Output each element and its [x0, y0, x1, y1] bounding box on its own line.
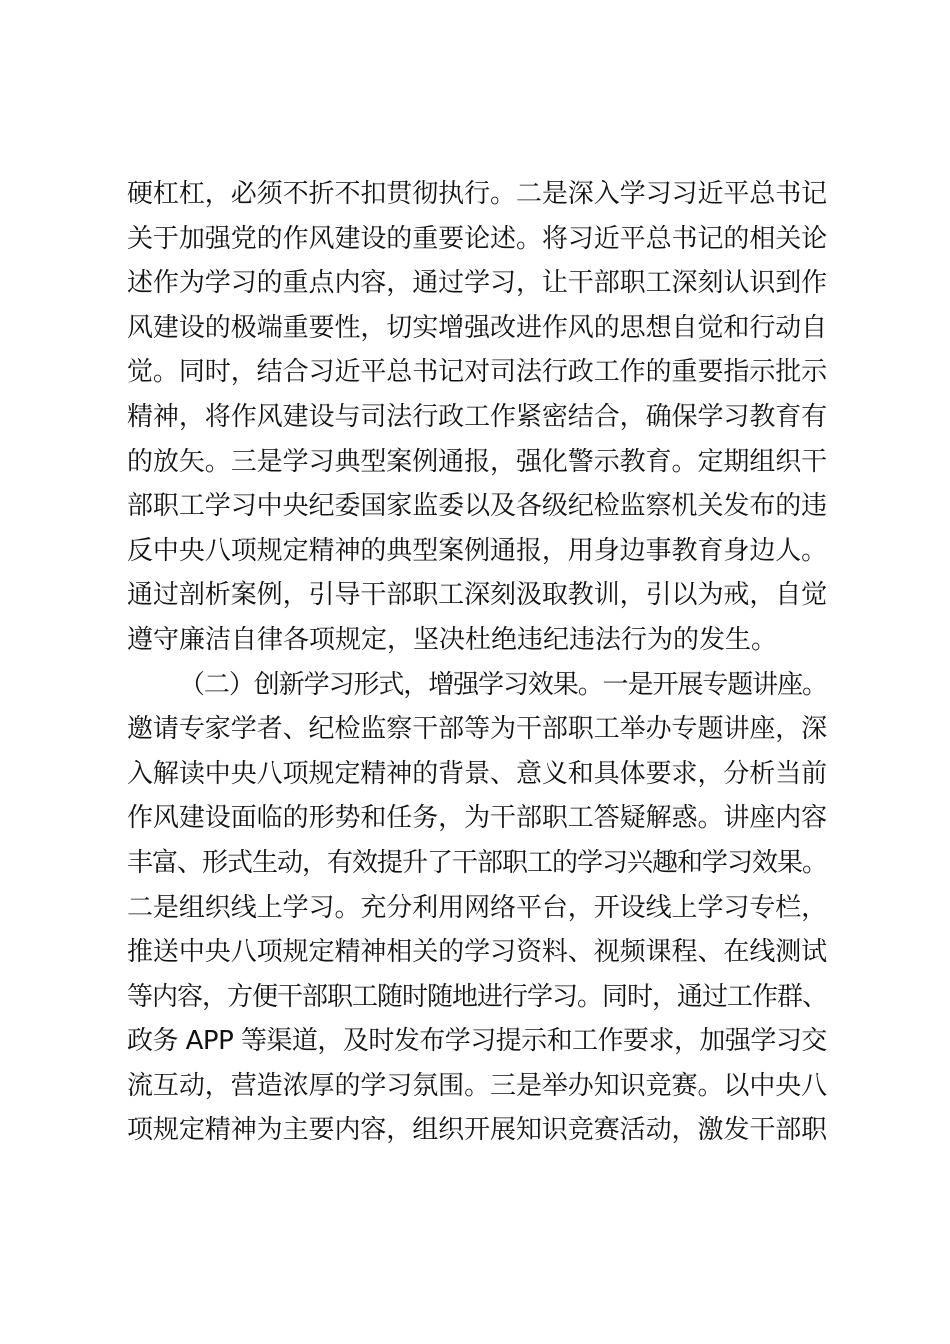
- text-line: 觉。同时，结合习近平总书记对司法行政工作的重要指示批示: [127, 357, 828, 388]
- text-line: （二）创新学习形式，增强学习效果。一是开展专题讲座。: [179, 669, 827, 700]
- text-line: 硬杠杠，必须不折不扣贯彻执行。二是深入学习习近平总书记: [127, 179, 828, 209]
- text-line: 述作为学习的重点内容，通过学习，让干部职工深刻认识到作: [127, 268, 828, 299]
- text-line: 丰富、形式生动，有效提升了干部职工的学习兴趣和学习效果。: [127, 847, 828, 878]
- text-line: 风建设的极端重要性，切实增强改进作风的思想自觉和行动自: [127, 312, 828, 343]
- text-line: 通过剖析案例，引导干部职工深刻汲取教训，引以为戒，自觉: [127, 580, 828, 611]
- text-line: 入解读中央八项规定精神的背景、意义和具体要求，分析当前: [127, 758, 828, 789]
- text-line: 等内容，方便干部职工随时随地进行学习。同时，通过工作群、: [127, 981, 828, 1012]
- text-line: 邀请专家学者、纪检监察干部等为干部职工举办专题讲座，深: [127, 714, 828, 745]
- text-line: 流互动，营造浓厚的学习氛围。三是举办知识竞赛。以中央八: [127, 1070, 828, 1101]
- text-line: 的放矢。三是学习典型案例通报，强化警示教育。定期组织干: [127, 446, 828, 477]
- text-line: 项规定精神为主要内容，组织开展知识竞赛活动，激发干部职: [127, 1115, 828, 1146]
- text-line: 作风建设面临的形势和任务，为干部职工答疑解惑。讲座内容: [127, 803, 828, 834]
- text-line: 精神，将作风建设与司法行政工作紧密结合，确保学习教育有: [127, 401, 828, 432]
- body-text: [127, 172, 827, 1153]
- text-line: 反中央八项规定精神的典型案例通报，用身边事教育身边人。: [127, 535, 828, 566]
- text-line: 部职工学习中央纪委国家监委以及各级纪检监察机关发布的违: [127, 491, 828, 522]
- text-line: 二是组织线上学习。充分利用网络平台，开设线上学习专栏，: [127, 892, 828, 923]
- text-line: 关于加强党的作风建设的重要论述。将习近平总书记的相关论: [127, 223, 828, 254]
- text-line: 政务 APP 等渠道，及时发布学习提示和工作要求，加强学习交: [127, 1026, 827, 1057]
- text-line: 遵守廉洁自律各项规定，坚决杜绝违纪违法行为的发生。: [127, 624, 778, 655]
- text-line: 推送中央八项规定精神相关的学习资料、视频课程、在线测试: [127, 937, 828, 968]
